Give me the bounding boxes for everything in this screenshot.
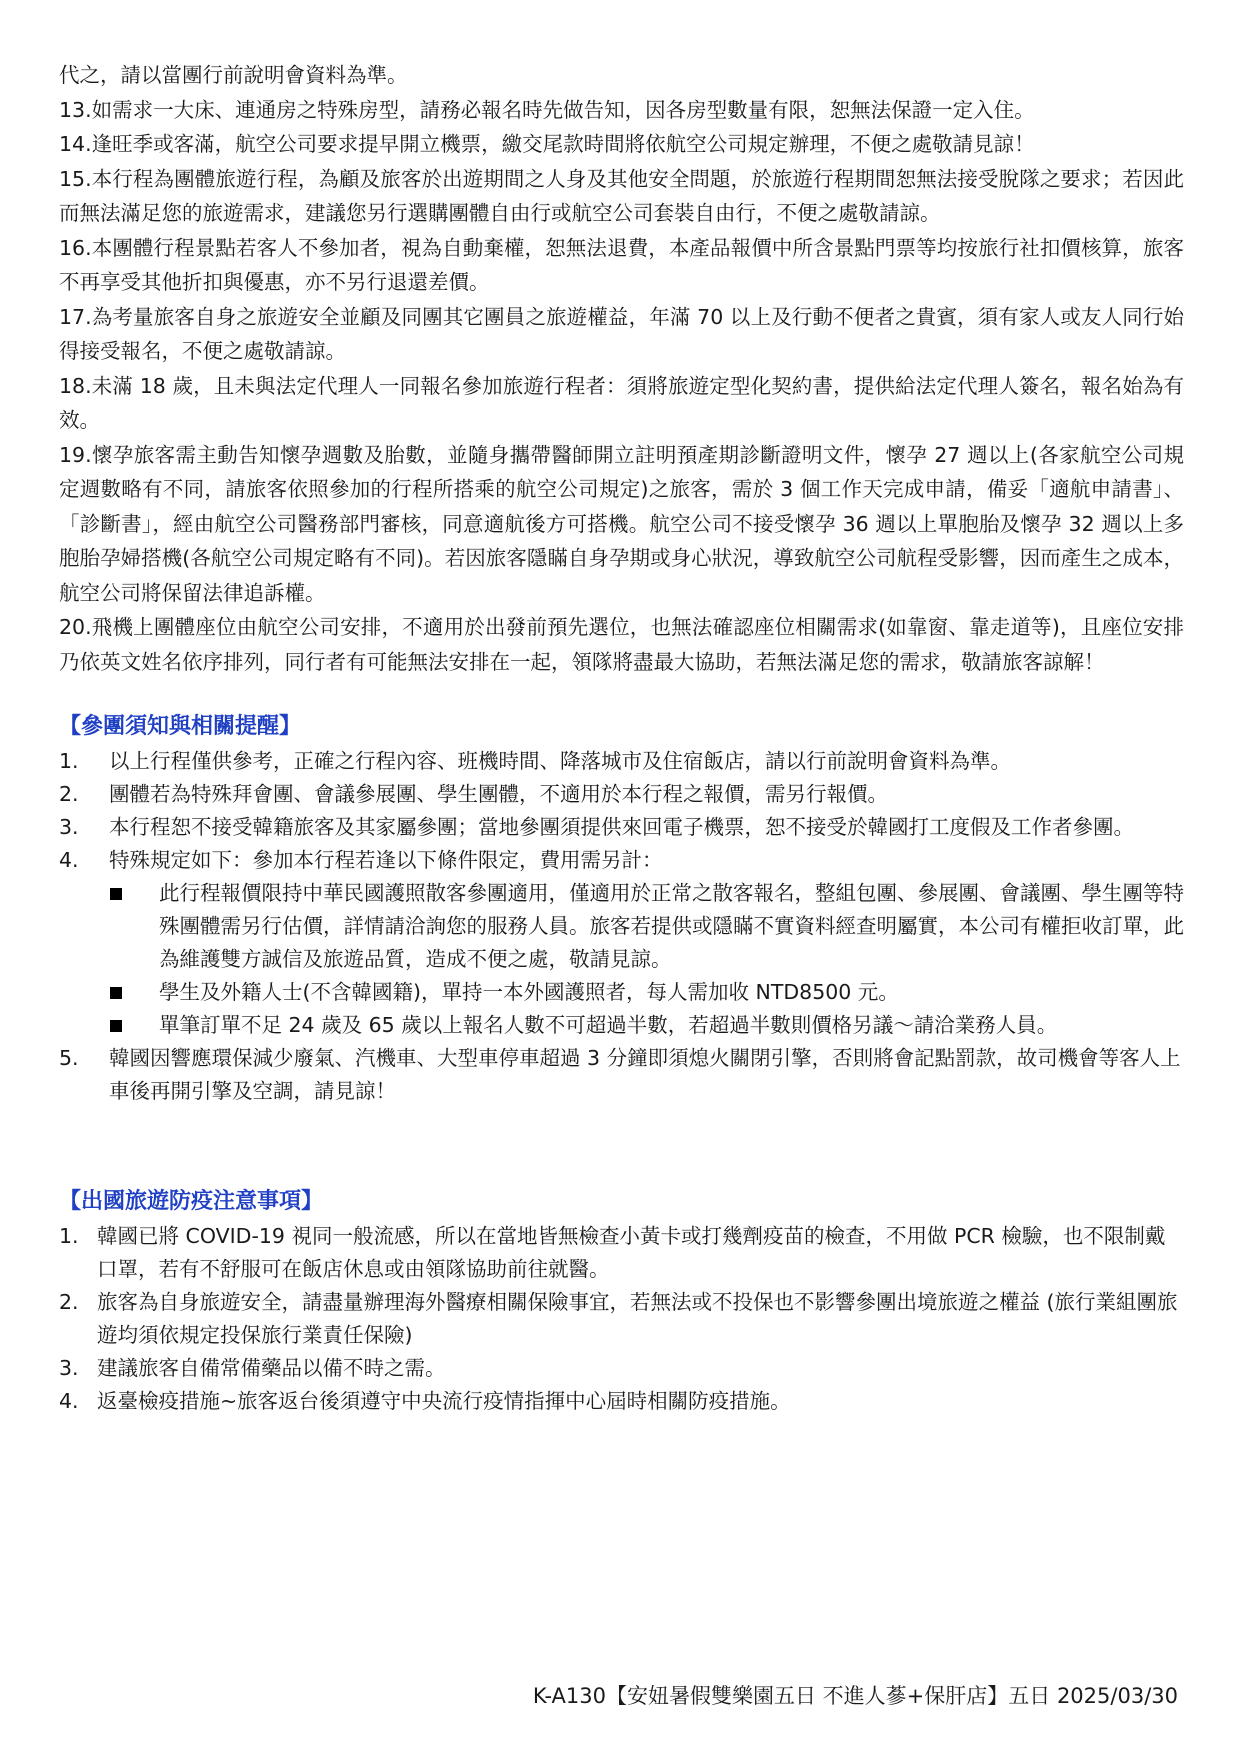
list-item-text: 建議旅客自備常備藥品以備不時之需。 bbox=[97, 1356, 446, 1380]
note-paragraph: 14.逢旺季或客滿，航空公司要求提早開立機票，繳交尾款時間將依航空公司規定辦理，不便之處敬請見諒！ bbox=[59, 132, 1035, 156]
square-bullet-icon bbox=[110, 888, 122, 900]
note-paragraph: 18.未滿 18 歲，且未與法定代理人一同報名參加旅遊行程者：須將旅遊定型化契約書，提供給法定代理人簽名，報名始為有效。 bbox=[59, 373, 1184, 432]
list-item-text: 本行程恕不接受韓籍旅客及其家屬參團；當地參團須提供來回電子機票，恕不接受於韓國打工度假及工作者參團。 bbox=[109, 815, 1134, 839]
list-item bbox=[59, 1042, 1184, 1108]
list-item-number: 1. bbox=[59, 1224, 79, 1248]
list-item-text: 返臺檢疫措施~旅客返台後須遵守中央流行疫情指揮中心屆時相關防疫措施。 bbox=[97, 1389, 791, 1413]
list-item-text: 旅客為自身旅遊安全，請盡量辦理海外醫療相關保險事宜，若無法或不投保也不影響參團出境旅遊之權益 (旅行業組團旅遊均須依規定投保旅行業責任保險) bbox=[97, 1290, 1178, 1347]
note-paragraph: 13.如需求一大床、連通房之特殊房型，請務必報名時先做告知，因各房型數量有限，恕無法保證一定入住。 bbox=[59, 97, 1035, 122]
sub-list-item bbox=[59, 877, 1184, 976]
list-item bbox=[59, 1385, 1184, 1418]
square-bullet-icon bbox=[110, 987, 122, 999]
note-paragraph: 20.飛機上團體座位由航空公司安排，不適用於出發前預先選位，也無法確認座位相關需求(如靠窗、靠走道等)，且座位安排乃依英文姓名依序排列，同行者有可能無法安排在一起，領隊將盡最大協助，若無法滿足您的需求，敬請旅客諒解！ bbox=[59, 615, 1184, 674]
note-paragraph: 17.為考量旅客自身之旅遊安全並顧及同團其它團員之旅遊權益，年滿 70 以上及行動不便者之貴賓，須有家人或友人同行始得接受報名，不便之處敬請諒。 bbox=[59, 304, 1184, 363]
list-item-number: 3. bbox=[59, 815, 79, 839]
list-item-number: 2. bbox=[59, 1290, 79, 1314]
sub-list-item-text: 此行程報價限持中華民國護照散客參團適用，僅適用於正常之散客報名，整組包團、參展團、會議團、學生團等特殊團體需另行估價，詳情請洽詢您的服務人員。旅客若提供或隱瞞不實資料經查明屬實，本公司有權拒收訂單，此為維護雙方誠信及旅遊品質，造成不便之處，敬請見諒。 bbox=[159, 881, 1184, 971]
list-item-number: 1. bbox=[59, 749, 79, 773]
square-bullet-icon bbox=[110, 1020, 122, 1032]
note-paragraph: 19.懷孕旅客需主動告知懷孕週數及胎數，並隨身攜帶醫師開立註明預產期診斷證明文件，懷孕 27 週以上(各家航空公司規定週數略有不同，請旅客依照參加的行程所搭乘的航空公司規定)之旅客，需於 3 個工作天完成申請，備妥「適航申請書」、「診斷書」，經由航空公司醫務部門審核，同意適航後方可搭機。航空公司不接受懷孕 36 週以上單胞胎及懷孕 32 週以上多胞胎孕婦搭機(各航空公司規定略有不同)。若因旅客隱瞞自身孕期或身心狀況，導致航空公司航程受影響，因而產生之成本，航空公司將保留法律追訴權。 bbox=[59, 442, 1184, 605]
page-footer: K-A130【安妞暑假雙樂園五日 不進人蔘+保肝店】五日 2025/03/30 bbox=[532, 1684, 1178, 1708]
list-item-text: 韓國因響應環保減少廢氣、汽機車、大型車停車超過 3 分鐘即須熄火關閉引擎，否則將會記點罰款，故司機會等客人上車後再開引擎及空調，請見諒！ bbox=[109, 1046, 1181, 1103]
list-item bbox=[59, 811, 1184, 844]
list-item-text: 團體若為特殊拜會團、會議參展團、學生團體，不適用於本行程之報價，需另行報價。 bbox=[109, 782, 888, 806]
note-paragraph: 代之，請以當團行前說明會資料為準。 bbox=[59, 63, 408, 87]
list-item-text: 韓國已將 COVID-19 視同一般流感，所以在當地皆無檢查小黃卡或打幾劑疫苗的檢查，不用做 PCR 檢驗，也不限制戴口罩，若有不舒服可在飯店休息或由領隊協助前往就醫。 bbox=[97, 1224, 1166, 1281]
list-item-number: 2. bbox=[59, 782, 79, 806]
list-item bbox=[59, 844, 1184, 1042]
sub-list-item-text: 學生及外籍人士(不含韓國籍)，單持一本外國護照者，每人需加收 NTD8500 元。 bbox=[159, 980, 899, 1004]
sub-list-item bbox=[59, 976, 1184, 1009]
list-item-text: 特殊規定如下：參加本行程若逢以下條件限定，費用需另計： bbox=[109, 848, 663, 872]
document-page bbox=[59, 58, 1184, 1418]
note-paragraph: 15.本行程為團體旅遊行程，為顧及旅客於出遊期間之人身及其他安全問題，於旅遊行程期間恕無法接受脫隊之要求；若因此而無法滿足您的旅遊需求，建議您另行選購團體自由行或航空公司套裝自由行，不便之處敬請諒。 bbox=[59, 166, 1184, 225]
sub-list-item-text: 單筆訂單不足 24 歲及 65 歲以上報名人數不可超過半數，若超過半數則價格另議～請洽業務人員。 bbox=[159, 1013, 1058, 1037]
tour-notice-list bbox=[59, 745, 1184, 1108]
list-item-text: 以上行程僅供參考，正確之行程內容、班機時間、降落城市及住宿飯店，請以行前說明會資料為準。 bbox=[109, 749, 1011, 773]
section-title-tour-notice: 【參團須知與相關提醒】 bbox=[59, 714, 302, 739]
list-item-number: 4. bbox=[59, 848, 79, 872]
list-item-number: 3. bbox=[59, 1356, 79, 1380]
notes-block bbox=[59, 58, 1184, 679]
sub-list-item bbox=[59, 1009, 1184, 1042]
list-item-number: 5. bbox=[59, 1046, 79, 1070]
section-title-epidemic-prevention: 【出國旅遊防疫注意事項】 bbox=[59, 1189, 324, 1214]
list-item bbox=[59, 745, 1184, 778]
epidemic-prevention-list bbox=[59, 1220, 1184, 1418]
list-item bbox=[59, 1220, 1184, 1286]
list-item-number: 4. bbox=[59, 1389, 79, 1413]
note-paragraph: 16.本團體行程景點若客人不參加者，視為自動棄權，恕無法退費，本產品報價中所含景點門票等均按旅行社扣價核算，旅客不再享受其他折扣與優惠，亦不另行退還差價。 bbox=[59, 235, 1184, 294]
list-item bbox=[59, 1286, 1184, 1352]
list-item bbox=[59, 1352, 1184, 1385]
special-rules-list bbox=[59, 877, 1184, 1042]
list-item bbox=[59, 778, 1184, 811]
